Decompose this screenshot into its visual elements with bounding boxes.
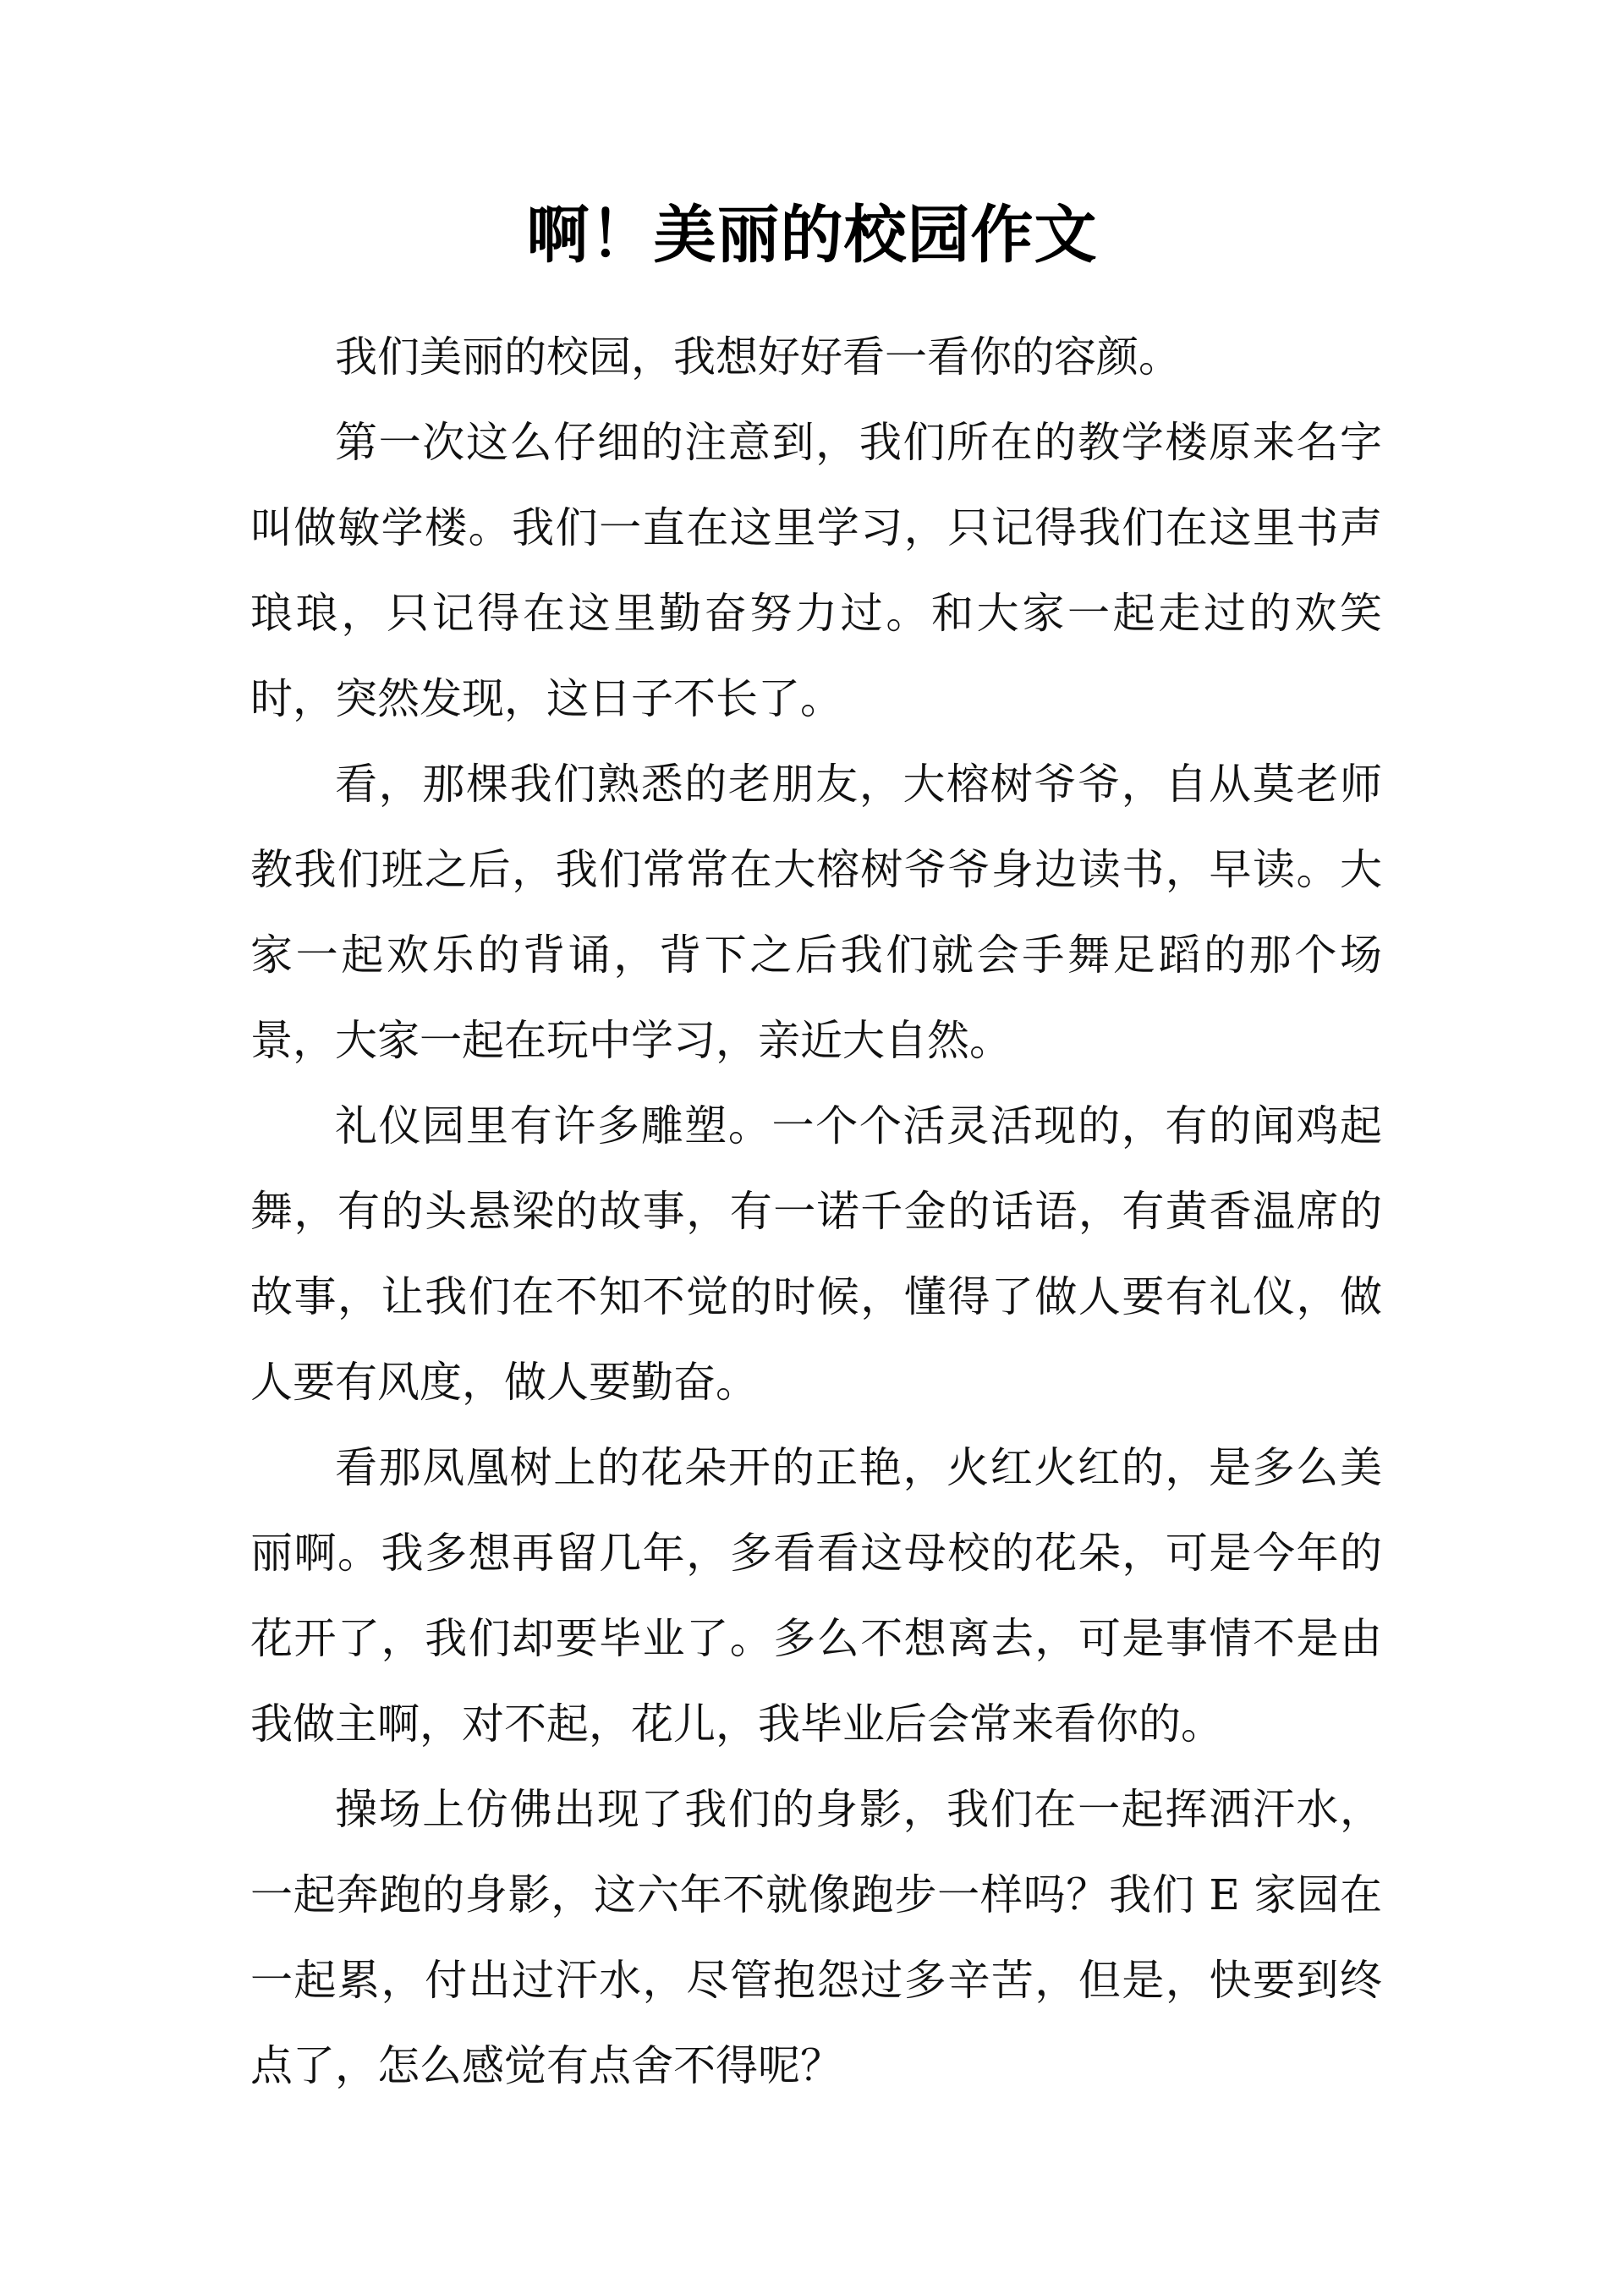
- paragraph-1: 我们美丽的校园，我想好好看一看你的容颜。: [335, 332, 1181, 382]
- paragraph-4: 礼仪园里有许多雕塑。一个个活灵活现的，有的闻鸡起舞，有的头悬梁的故事，有一诺千金的话语，有黄香温席的故事，让我们在不知不觉的时候，懂得了做人要有礼仪，做人要有风度，做人要勤奋。: [250, 1101, 1382, 1407]
- document-body: [250, 315, 1382, 2109]
- paragraph-3: 看，那棵我们熟悉的老朋友，大榕树爷爷，自从莫老师教我们班之后，我们常常在大榕树爷爷身边读书，早读。大家一起欢乐的背诵，背下之后我们就会手舞足蹈的那个场景，大家一起在玩中学习，亲近大自然。: [250, 760, 1382, 1065]
- document-title: 啊！美丽的校园作文: [526, 199, 1098, 272]
- paragraph-5: 看那凤凰树上的花朵开的正艳，火红火红的，是多么美丽啊。我多想再留几年，多看看这母校的花朵，可是今年的花开了，我们却要毕业了。多么不想离去，可是事情不是由我做主啊，对不起，花儿，我毕业后会常来看你的。: [250, 1443, 1382, 1749]
- paragraph-6: 操场上仿佛出现了我们的身影，我们在一起挥洒汗水，一起奔跑的身影，这六年不就像跑步一样吗？我们 E 家园在一起累，付出过汗水，尽管抱怨过多辛苦，但是，快要到终点了，怎么感觉有点舍不得呢？: [250, 1785, 1382, 2090]
- paragraph-2: 第一次这么仔细的注意到，我们所在的教学楼原来名字叫做敏学楼。我们一直在这里学习，只记得我们在这里书声琅琅，只记得在这里勤奋努力过。和大家一起走过的欢笑时，突然发现，这日子不长了。: [250, 418, 1382, 723]
